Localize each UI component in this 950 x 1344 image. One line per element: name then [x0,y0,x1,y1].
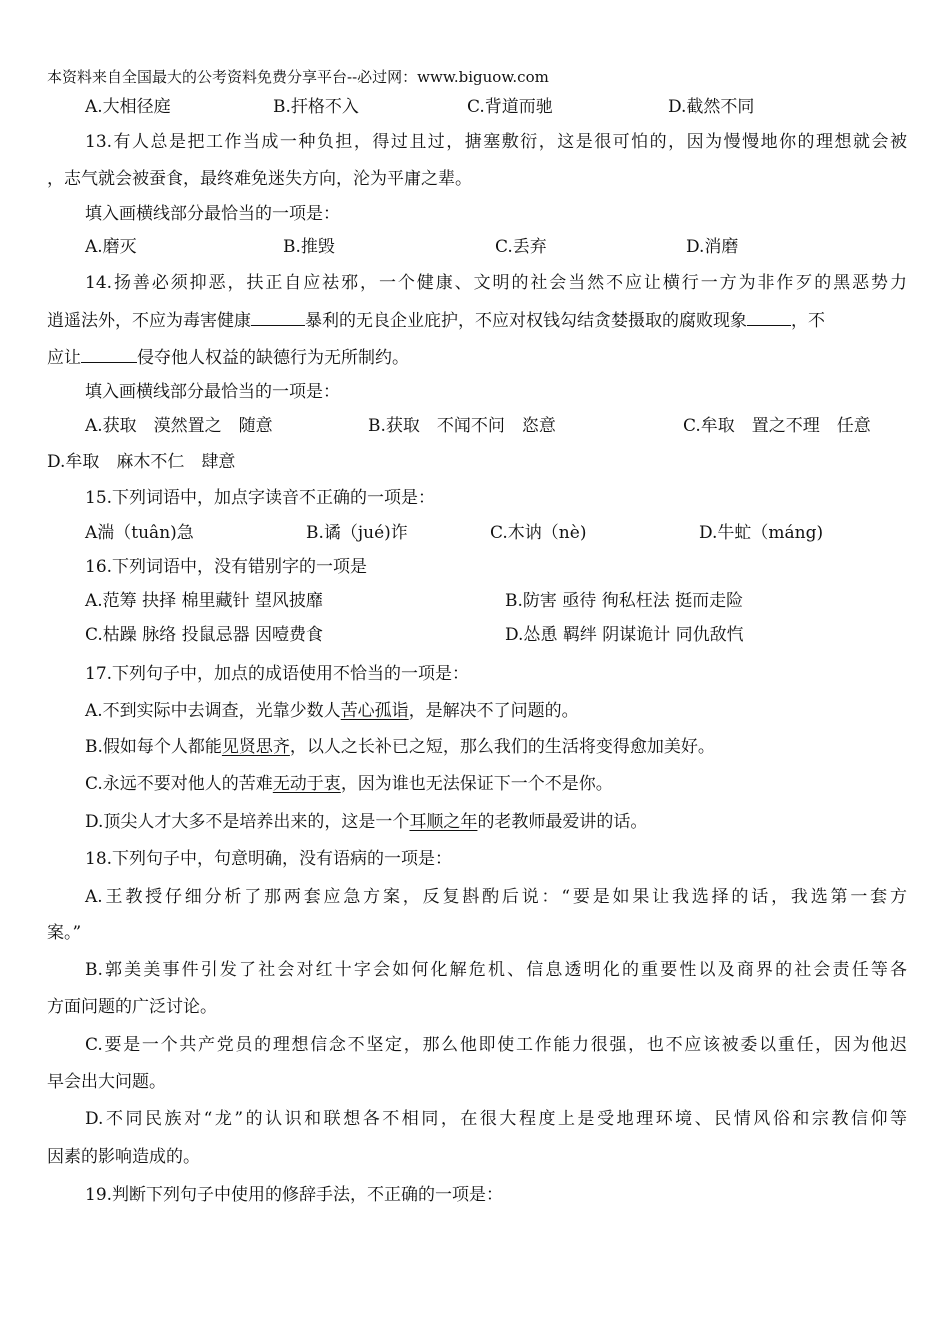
q13-option-a: A.磨灭 [85,237,137,257]
q13-prompt: 填入画横线部分最恰当的一项是： [85,204,340,224]
q17-option-a [85,700,907,722]
q17-option-c [85,773,907,795]
q13-option-b: B.推毁 [283,237,335,257]
q12-option-c: C.背道而驰 [467,97,553,117]
q16-option-a: A.范筹 抉择 棉里藏针 望风披靡 [85,591,323,611]
option-text: C.永远不要对他人的苦难 [85,774,273,794]
q16-option-c: C.枯躁 脉络 投鼠忌器 因噎费食 [85,625,324,645]
q17-stem: 17.下列句子中，加点的成语使用不恰当的一项是： [85,664,470,684]
dotted-idiom: 苦心孤诣 [340,701,409,721]
q13-stem-line1: 13.有人总是把工作当成一种负担，得过且过，搪塞敷衍，这是很可怕的，因为慢慢地你的理想就会被 [85,132,907,152]
q14-prompt: 填入画横线部分最恰当的一项是： [85,382,340,402]
q18-option-d-line2: 因素的影响造成的。 [47,1147,200,1167]
q14-text: 应让 [47,348,81,368]
fill-blank [747,309,791,326]
dotted-idiom: 无动于衷 [272,774,341,794]
q13-stem-line2: ，志气就会被蚕食，最终难免迷失方向，沦为平庸之辈。 [47,169,472,189]
q13-option-d: D.消磨 [686,237,739,257]
q15-option-c: C.木讷（nè) [490,523,587,543]
q18-stem: 18.下列句子中，句意明确，没有语病的一项是： [85,849,453,869]
q18-option-c-line1: C.要是一个共产党员的理想信念不坚定，那么他即使工作能力很强，也不应该被委以重任，因为他迟 [85,1035,907,1055]
q15-option-b: B.谲（jué)诈 [306,523,408,543]
q15-option-a: A湍（tuân)急 [85,523,194,543]
q15-option-d: D.牛虻（máng) [699,523,824,543]
q16-option-d: D.怂恿 羁绊 阴谋诡计 同仇敌忾 [505,625,744,645]
option-text: ，是解决不了问题的。 [408,701,579,721]
q18-option-a-line2: 案。” [47,923,82,943]
q18-option-c-line2: 早会出大问题。 [47,1072,166,1092]
fill-blank [81,346,137,363]
option-text: B.假如每个人都能 [85,737,222,757]
q16-option-b: B.防害 亟待 徇私枉法 挺而走险 [505,591,744,611]
q18-option-b-line1: B.郭美美事件引发了社会对红十字会如何化解危机、信息透明化的重要性以及商界的社会责任等各 [85,960,907,980]
q14-stem-line1: 14.扬善必须抑恶，扶正自应祛邪，一个健康、文明的社会当然不应让横行一方为非作歹的黑恶势力 [85,273,907,293]
q14-option-c: C.牟取 置之不理 任意 [683,416,871,436]
option-text: A.不到实际中去调查，光靠少数人 [85,701,341,721]
fill-blank [251,309,305,326]
dotted-idiom: 耳顺之年 [409,812,478,832]
q17-option-d [85,811,907,833]
option-text: ，以人之长补已之短，那么我们的生活将变得愈加美好。 [289,737,715,757]
option-text: D.顶尖人才大多不是培养出来的，这是一个 [85,812,410,832]
q16-stem: 16.下列词语中，没有错别字的一项是 [85,557,368,577]
q19-stem: 19.判断下列句子中使用的修辞手法，不正确的一项是： [85,1185,504,1205]
q14-stem-line3 [47,346,907,369]
q14-option-b: B.获取 不闻不问 恣意 [368,416,556,436]
option-text: 的老教师最爱讲的话。 [477,812,648,832]
q14-option-a: A.获取 漠然置之 随意 [85,416,273,436]
q14-stem-line2 [47,309,907,332]
q17-option-b [85,736,907,758]
q14-text: 侵夺他人权益的缺德行为无所制约。 [137,348,409,368]
q14-text: 暴利的无良企业庇护，不应对权钱勾结贪婪摄取的腐败现象 [305,311,747,331]
q18-option-a-line1: A.王教授仔细分析了那两套应急方案，反复斟酌后说：“要是如果让我选择的话，我选第一套方 [85,887,907,907]
q18-option-b-line2: 方面问题的广泛讨论。 [47,997,217,1017]
q14-text: 逍遥法外，不应为毒害健康 [47,311,251,331]
q13-option-c: C.丢弃 [495,237,547,257]
q15-stem: 15.下列词语中，加点字读音不正确的一项是： [85,488,436,508]
q12-option-a: A.大相径庭 [85,97,171,117]
q12-option-b: B.扞格不入 [273,97,359,117]
q12-option-d: D.截然不同 [668,97,755,117]
source-header: 本资料来自全国最大的公考资料免费分享平台--必过网：www.biguow.com [47,68,549,86]
q14-text: ，不 [791,311,825,331]
dotted-idiom: 见贤思齐 [221,737,290,757]
q18-option-d-line1: D.不同民族对“龙”的认识和联想各不相同，在很大程度上是受地理环境、民情风俗和宗教信仰等 [85,1109,907,1129]
q14-option-d: D.牟取 麻木不仁 肆意 [47,452,236,472]
option-text: ，因为谁也无法保证下一个不是你。 [340,774,613,794]
